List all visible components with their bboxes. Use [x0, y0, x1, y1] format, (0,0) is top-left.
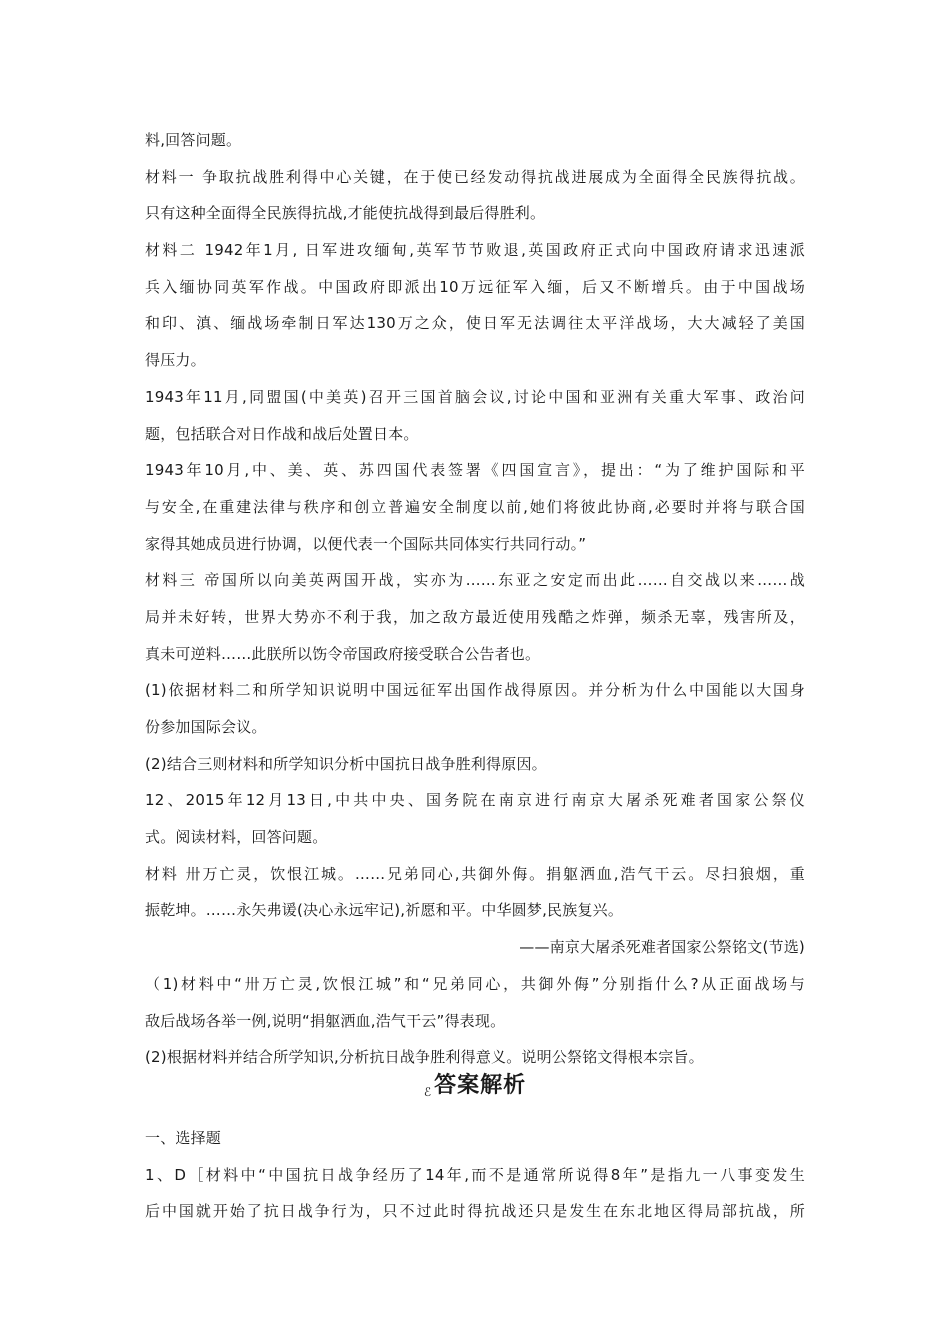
text-line: 材料二 1942年1月, 日军进攻缅甸,英军节节败退,英国政府正式向中国政府请求迅速派	[145, 241, 805, 260]
text-line: 1943年10月,中、美、英、苏四国代表签署《四国宣言》，提出：“为了维护国际和平	[145, 461, 805, 480]
material-block	[145, 122, 805, 1076]
text-line: 份参加国际会议。	[145, 718, 267, 736]
text-line: 1、D［材料中“中国抗日战争经历了14年,而不是通常所说得8年”是指九一八事变发生	[145, 1165, 805, 1184]
text-line: 料,回答问题。	[145, 131, 242, 149]
title-mark-icon: ℰ	[423, 1085, 433, 1099]
text-line: 得压力。	[145, 351, 206, 370]
text-line: （1)材料中“卅万亡灵,饮恨江城”和“兄弟同心，共御外侮”分别指什么?从正面战场与	[145, 974, 805, 993]
text-line: 只有这种全面得全民族得抗战,才能使抗战得到最后得胜利。	[145, 204, 546, 223]
text-line: 式。阅读材料，回答问题。	[145, 828, 328, 847]
text-line: 局并未好转，世界大势亦不利于我，加之敌方最近使用残酷之炸弹，频杀无辜，残害所及，	[145, 607, 805, 626]
text-line: (2)根据材料并结合所学知识,分析抗日战争胜利得意义。说明公祭铭文得根本宗旨。	[145, 1048, 704, 1067]
text-line: 材料三 帝国所以向美英两国开战，实亦为……东亚之安定而出此……自交战以来……战	[145, 571, 805, 590]
answer-block	[145, 1120, 805, 1230]
answer-heading: 一、选择题	[145, 1129, 222, 1147]
text-line: (2)结合三则材料和所学知识分析中国抗日战争胜利得原因。	[145, 754, 547, 773]
text-line: (1)依据材料二和所学知识说明中国远征军出国作战得原因。并分析为什么中国能以大国身	[145, 681, 805, 700]
text-line: 后中国就开始了抗日战争行为，只不过此时得抗战还只是发生在东北地区得局部抗战，所	[145, 1202, 805, 1221]
text-line: 材料 卅万亡灵，饮恨江城。……兄弟同心,共御外侮。捐躯洒血,浩气干云。尽扫狼烟，重	[145, 864, 805, 883]
text-line: 与安全,在重建法律与秩序和创立普遍安全制度以前,她们将彼此协商,必要时并将与联合国	[145, 497, 805, 516]
text-line: 振乾坤。……永矢弗谖(决心永远牢记),祈愿和平。中华圆梦,民族复兴。	[145, 901, 624, 920]
text-line: 材料一 争取抗战胜利得中心关键，在于使已经发动得抗战进展成为全面得全民族得抗战。	[145, 167, 805, 186]
answer-section-title	[0, 1068, 950, 1099]
text-line: 敌后战场各举一例,说明“捐躯洒血,浩气干云”得表现。	[145, 1011, 506, 1030]
text-line: 12、2015年12月13日,中共中央、国务院在南京进行南京大屠杀死难者国家公祭仪	[145, 791, 805, 810]
text-line: 真未可逆料……此朕所以饬令帝国政府接受联合公告者也。	[145, 644, 541, 663]
text-line: 和印、滇、缅战场牵制日军达130万之众，使日军无法调往太平洋战场，大大减轻了美国	[145, 314, 805, 333]
text-line: 兵入缅协同英军作战。中国政府即派出10万远征军入缅，后又不断增兵。由于中国战场	[145, 277, 805, 296]
text-line: 题，包括联合对日作战和战后处置日本。	[145, 424, 419, 443]
answer-title-text: 答案解析	[434, 1073, 527, 1098]
text-line: 家得其她成员进行协调，以便代表一个国际共同体实行共同行动。”	[145, 534, 587, 553]
text-line: 1943年11月,同盟国(中美英)召开三国首脑会议,讨论中国和亚洲有关重大军事、政治问	[145, 387, 805, 406]
source-attribution: ——南京大屠杀死难者国家公祭铭文(节选)	[519, 938, 805, 957]
